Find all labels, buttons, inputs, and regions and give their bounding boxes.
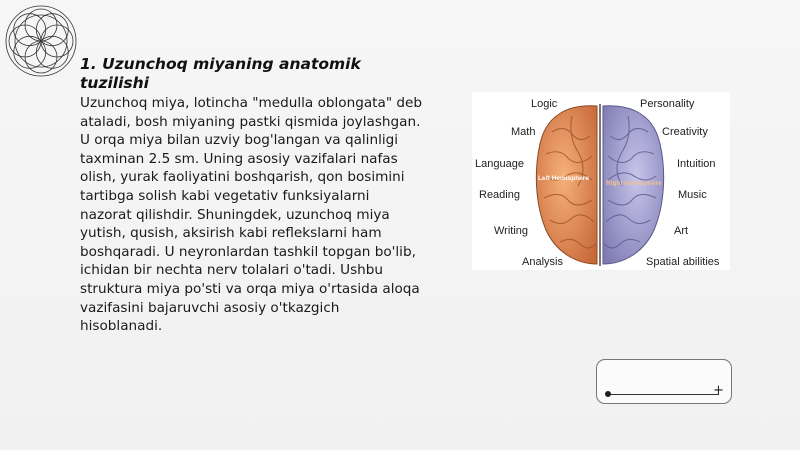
label-creativity: Creativity — [662, 126, 708, 138]
label-language: Language — [475, 158, 524, 170]
brain-illustration — [472, 92, 730, 270]
label-logic: Logic — [531, 98, 558, 110]
decorative-circle-logo-icon — [4, 4, 78, 78]
label-spatial-abilities: Spatial abilities — [646, 256, 720, 268]
label-writing: Writing — [494, 225, 529, 237]
label-math: Math — [511, 126, 536, 138]
slide-title: 1. Uzunchoq miyaning anatomik tuzilishi — [80, 55, 361, 92]
right-hemisphere-label: Right Hemisphere — [606, 180, 662, 187]
media-player-control[interactable] — [596, 359, 732, 404]
label-personality: Personality — [640, 98, 695, 110]
label-analysis: Analysis — [522, 256, 563, 268]
label-reading: Reading — [479, 189, 520, 201]
label-music: Music — [678, 189, 707, 201]
label-art: Art — [674, 225, 689, 237]
timeline-dot-icon[interactable] — [605, 391, 611, 397]
label-intuition: Intuition — [677, 158, 716, 170]
slide-body-text: Uzunchoq miya, lotincha "medulla oblongata" deb ataladi, bosh miyaning pastki qismida joylashgan. U orqa miya bilan uzviy bog'langan va qalinligi taxminan 2.5 sm. Uning asosiy vazifalari nafas olish, yurak faoliyatini boshqarish, qon bosimini tartibga solish kabi vegetativ funksiyalarni nazorat qilishdir. Shuningdek, uzunchoq miya yutish, qusish, aksirish kabi reflekslarni ham boshqaradi. U neyronlardan tashkil topgan bo'lib, ichidan bir nechta nerv tolalari o'tadi. Ushbu struktura miya po'sti va orqa miya o'rtasida aloqa vazifasini bajaruvchi asosiy o'tkazgich hisoblanadi. — [80, 95, 423, 335]
plus-icon[interactable]: + — [713, 383, 724, 398]
brain-hemispheres-figure — [472, 92, 730, 270]
timeline-track[interactable] — [608, 394, 719, 395]
left-hemisphere-label: Left Hemisphere — [538, 175, 589, 182]
